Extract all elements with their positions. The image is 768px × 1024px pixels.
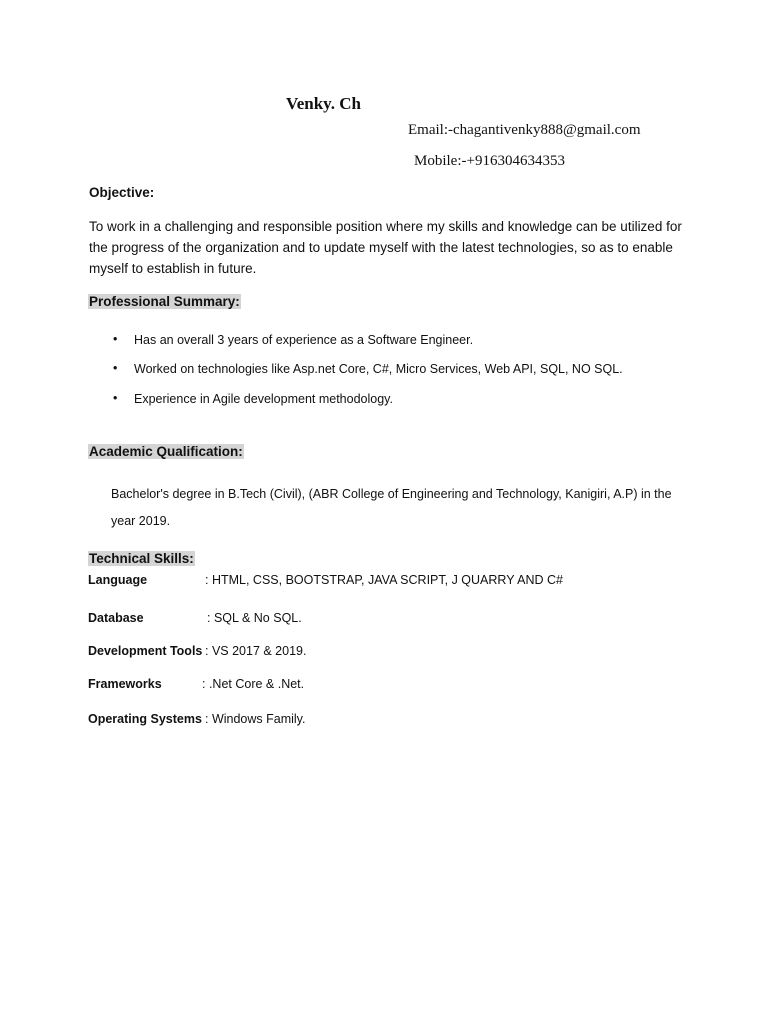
mobile-line: Mobile:-+916304634353 [414, 153, 565, 169]
summary-item: Experience in Agile development methodology. [134, 392, 393, 406]
skill-value-frameworks: : .Net Core & .Net. [202, 677, 305, 691]
skill-value-language: : HTML, CSS, BOOTSTRAP, JAVA SCRIPT, J QUARRY AND C# [205, 573, 563, 587]
academic-heading-label: Academic Qualification: [89, 444, 243, 459]
skill-value-operating-systems: : Windows Family. [205, 712, 306, 726]
email-line: Email:-chagantivenky888@gmail.com [408, 122, 641, 138]
skills-heading [88, 551, 195, 566]
summary-item: Has an overall 3 years of experience as a Software Engineer. [134, 333, 474, 347]
skills-heading-label: Technical Skills: [89, 551, 194, 566]
bullet-icon: • [113, 332, 118, 346]
skill-value-database: : SQL & No SQL. [207, 611, 302, 625]
skill-label-operating-systems: Operating Systems [88, 712, 202, 726]
objective-heading: Objective: [89, 185, 155, 200]
skill-label-database: Database [88, 611, 144, 625]
summary-heading [88, 294, 241, 309]
skill-value-development-tools: : VS 2017 & 2019. [205, 644, 307, 658]
bullet-icon: • [113, 361, 118, 375]
academic-heading [88, 444, 244, 459]
bullet-icon: • [113, 391, 118, 405]
skill-label-language: Language [88, 573, 148, 587]
academic-text: Bachelor's degree in B.Tech (Civil), (ABR College of Engineering and Technology, Kanigiri, A.P) in the year 2019. [111, 487, 672, 528]
objective-text: To work in a challenging and responsible position where my skills and knowledge can be utilized for the progress of the organization and to update myself with the latest technologies, so as to enable myself to establish in future. [89, 219, 682, 276]
summary-heading-label: Professional Summary: [89, 294, 240, 309]
summary-item: Worked on technologies like Asp.net Core, C#, Micro Services, Web API, SQL, NO SQL. [134, 362, 623, 376]
skill-label-development-tools: Development Tools [88, 644, 203, 658]
candidate-name: Venky. Ch [286, 94, 361, 113]
skill-label-frameworks: Frameworks [88, 677, 162, 691]
